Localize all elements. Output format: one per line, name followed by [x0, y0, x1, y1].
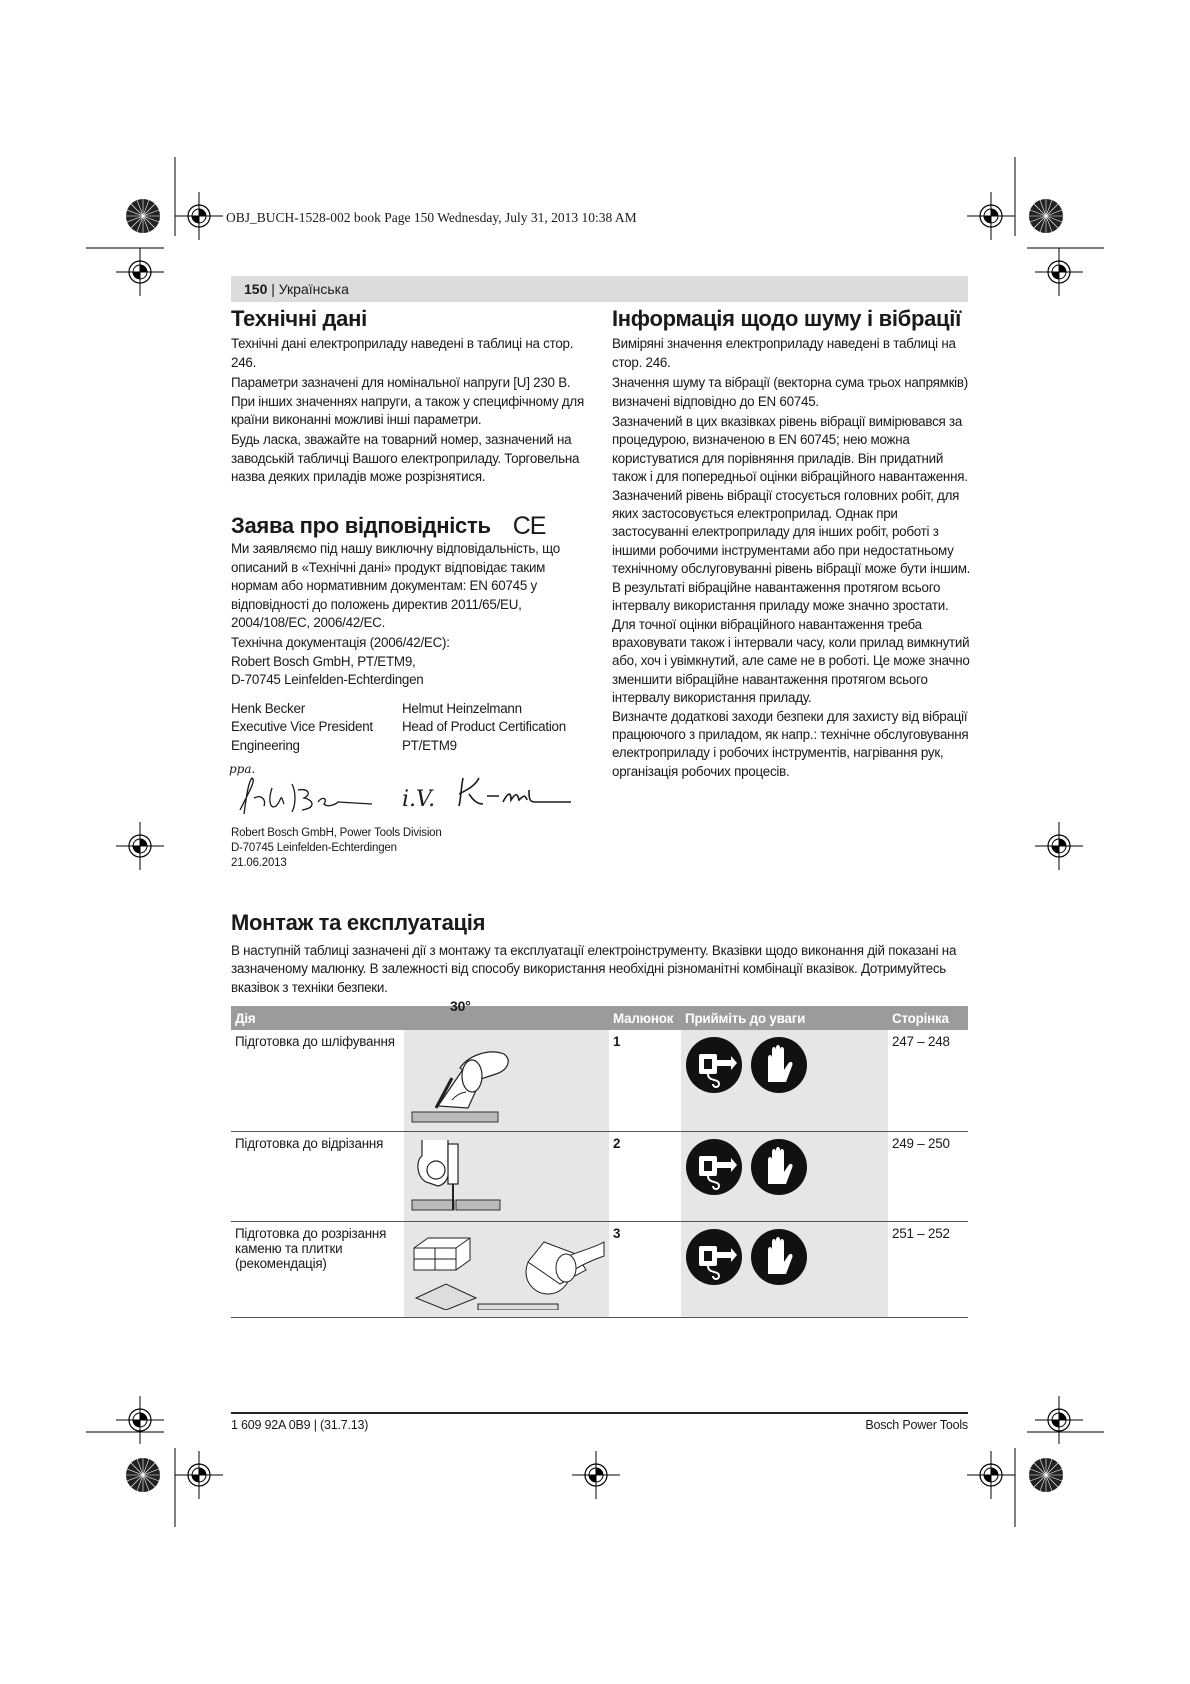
signature-iv: i.V.	[402, 787, 436, 812]
header-separator: |	[267, 281, 279, 297]
row-pages: 247 – 248	[888, 1030, 968, 1132]
assembly-section	[231, 910, 968, 997]
ce-mark: CE	[512, 512, 546, 540]
footer-rule	[231, 1412, 968, 1414]
company-line: Robert Bosch GmbH, Power Tools Division	[231, 827, 442, 839]
unplug-icon	[685, 1228, 743, 1286]
row-pages: 249 – 250	[888, 1132, 968, 1222]
signer-title: PT/ETM9	[402, 737, 457, 753]
signer-title: Engineering	[231, 737, 300, 753]
tech-paragraph: Будь ласка, зважайте на товарний номер, зазначений на заводській табличці Вашого електроприладу. Торговельна назва деяких приладів може розрізнятися.	[231, 432, 580, 485]
tech-docs-line: Robert Bosch GmbH, PT/ETM9,	[231, 653, 416, 669]
footer-brand: Bosch Power Tools	[865, 1418, 968, 1432]
signature-prefix: ppa.	[229, 762, 256, 776]
row-notes	[681, 1030, 888, 1132]
print-slug: OBJ_BUCH-1528-002 book Page 150 Wednesday, July 31, 2013 10:38 AM	[226, 210, 637, 225]
figure-number: 2	[613, 1136, 621, 1151]
cutting-illustration	[408, 1136, 605, 1214]
row-figure-number	[609, 1132, 681, 1222]
gloves-icon	[750, 1036, 808, 1094]
assembly-title: Монтаж та експлуатація	[231, 910, 486, 935]
tech-paragraph: Технічні дані електроприладу наведені в таблиці на стор. 246.	[231, 336, 574, 370]
stone-cutting-illustration	[408, 1226, 605, 1310]
tech-docs-line: D-70745 Leinfelden-Echterdingen	[231, 672, 424, 688]
noise-vibration-section	[612, 306, 972, 783]
row-action: Підготовка до шліфування	[231, 1030, 404, 1132]
table-row	[231, 1222, 968, 1318]
noise-paragraph: Зазначений рівень вібрації стосується головних робіт, для яких застосовується електроприлад. Однак при застосуванні електроприладу для інших робіт, роботі з іншими робочими інструментами або при недостатньому технічному обслуговуванні рівень вібрації може бути іншим. В результаті вібраційне навантаження протягом всього інтервалу використання приладу може значно зростати.	[612, 487, 971, 614]
unplug-icon	[685, 1036, 743, 1094]
row-illustration	[404, 1132, 609, 1222]
noise-title: Інформація щодо шуму і вібрації	[612, 306, 961, 331]
page-number: 150	[244, 281, 268, 297]
row-pages: 251 – 252	[888, 1222, 968, 1318]
column-header-action: Дія	[231, 1006, 609, 1030]
signature-heinzelmann	[455, 772, 575, 812]
noise-paragraph: Визначте додаткові заходи безпеки для захисту від вібрації працюючого з приладом, як напр.: технічне обслуговування електроприладу і робочих інструментів, нагрівання рук, організація робочих процесів.	[612, 708, 969, 779]
row-illustration	[404, 998, 609, 1132]
signer-title: Head of Product Certification	[402, 719, 566, 735]
conformity-statement: Ми заявляємо під нашу виключну відповідальність, що описаний в «Технічні дані» продукт відповідає таким нормам або нормативним документам: EN 60745 у відповідності до положень директив 2011/65/EU, 2004/108/EC, 2006/42/EC.	[231, 541, 560, 631]
gloves-icon	[750, 1228, 808, 1286]
row-notes	[681, 1132, 888, 1222]
table-header-row	[231, 1006, 968, 1030]
row-notes	[681, 1222, 888, 1318]
unplug-icon	[685, 1138, 743, 1196]
row-action: Підготовка до відрізання	[231, 1132, 404, 1222]
signature-becker	[232, 770, 382, 825]
gloves-icon	[750, 1138, 808, 1196]
signer-right	[402, 700, 602, 755]
page-header	[244, 281, 349, 297]
header-language: Українська	[278, 281, 349, 297]
tech-paragraph: Параметри зазначені для номінальної напруги [U] 230 В. При інших значеннях напруги, а також у специфічному для країни виконанні можливі інші параметри.	[231, 375, 584, 428]
company-line: D-70745 Leinfelden-Echterdingen	[231, 842, 397, 854]
table-row	[231, 1132, 968, 1222]
declaration-date: 21.06.2013	[231, 857, 287, 869]
row-action: Підготовка до розрізання каменю та плитки (рекомендація)	[231, 1222, 404, 1318]
signer-left	[231, 700, 401, 755]
angle-label: 30°	[450, 998, 471, 1014]
tech-docs-line: Технічна документація (2006/42/EC):	[231, 635, 450, 651]
row-figure-number	[609, 1222, 681, 1318]
footer-doc-number: 1 609 92A 0B9 | (31.7.13)	[231, 1418, 369, 1432]
signer-title: Executive Vice President	[231, 719, 373, 735]
conformity-title: Заява про відповідність	[231, 513, 491, 538]
figure-number: 3	[613, 1226, 621, 1241]
column-header-notes: Прийміть до уваги	[681, 1006, 888, 1030]
assembly-intro: В наступній таблиці зазначені дії з монтажу та експлуатації електроінструменту. Вказівки щодо виконання дій показані на зазначеному малюнку. В залежності від способу використання необхідні різноманітні комбінації вказівок. Дотримуйтесь вказівок з техніки безпеки.	[231, 943, 957, 995]
signer-name: Helmut Heinzelmann	[402, 701, 522, 716]
column-header-figure: Малюнок	[609, 1006, 681, 1030]
company-address	[231, 826, 442, 871]
row-illustration	[404, 1222, 609, 1318]
figure-number: 1	[613, 1034, 621, 1049]
noise-paragraph: Зазначений в цих вказівках рівень вібрації вимірювався за процедурою, визначеною в EN 60745; нею можна користуватися для порівняння приладів. Він придатний також і для попередньої оцінки вібраційного навантаження.	[612, 414, 968, 485]
noise-paragraph: Виміряні значення електроприладу наведені в таблиці на стор. 246.	[612, 336, 956, 370]
noise-paragraph: Значення шуму та вібрації (векторна сума трьох напрямків) визначені відповідно до EN 60745.	[612, 375, 968, 409]
grinding-illustration	[408, 1034, 605, 1124]
operations-table	[231, 998, 968, 1318]
column-header-page: Сторінка	[888, 1006, 968, 1030]
tech-data-section	[231, 306, 591, 489]
conformity-section	[231, 512, 591, 690]
noise-paragraph: Для точної оцінки вібраційного навантаження треба враховувати також і інтервали часу, коли прилад вимкнутий або, хоч і увімкнутий, але саме не в роботі. Це може значно зменшити вібраційне навантаження протягом всього інтервалу використання приладу.	[612, 616, 970, 706]
signer-name: Henk Becker	[231, 701, 305, 716]
row-figure-number	[609, 1030, 681, 1132]
tech-data-title: Технічні дані	[231, 306, 367, 331]
table-row	[231, 1030, 968, 1132]
